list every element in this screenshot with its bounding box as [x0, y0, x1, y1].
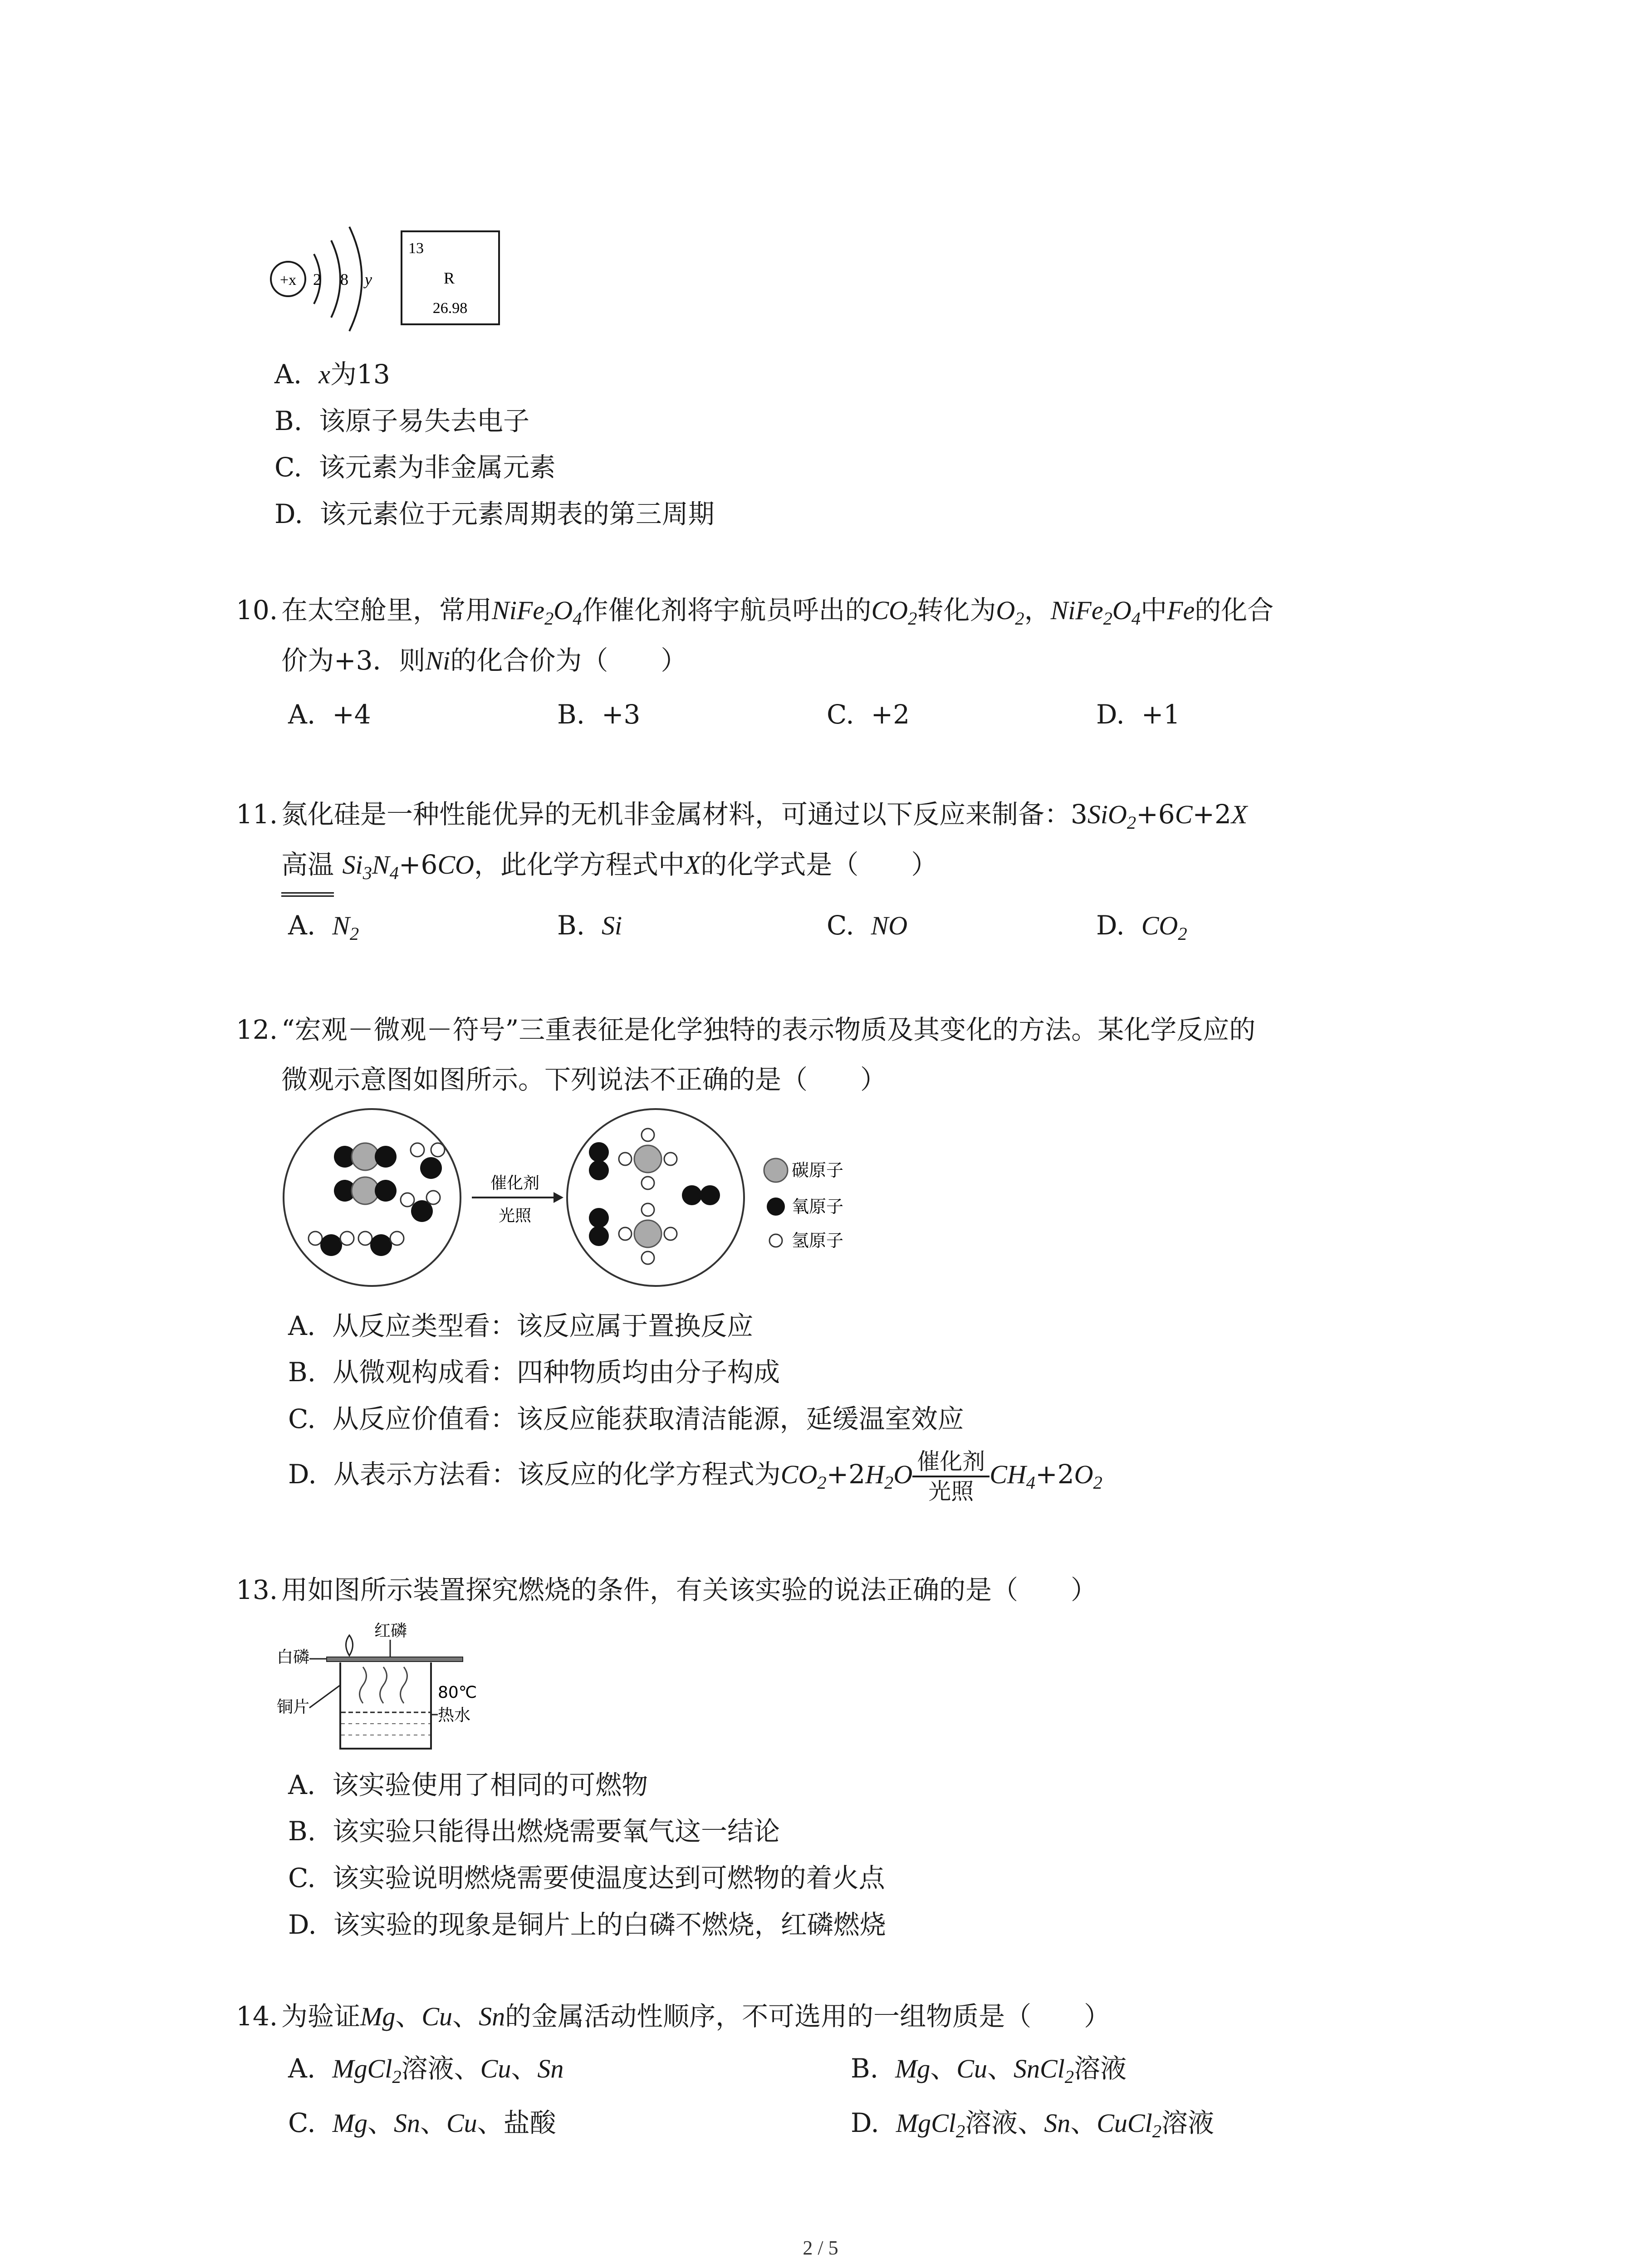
label-temperature: 80℃	[438, 1683, 477, 1702]
q14-option-a: A. MgCl$_2$溶液、Cu、Sn	[288, 2053, 564, 2087]
question-12	[236, 1005, 1461, 1105]
q13-option-c: C. 该实验说明燃烧需要使温度达到可燃物的着火点	[288, 1862, 885, 1893]
q11-option-d: D. $CO_2$	[1096, 910, 1187, 944]
beaker	[340, 1662, 431, 1749]
q11-stem-line-2: 高温 $Si_3N_4+6CO$，此化学方程式中X的化学式是（ ）	[236, 840, 1461, 894]
shell-count-2: 8	[340, 270, 348, 288]
label-copper: 铜片	[277, 1698, 310, 1716]
equation-condition: 催化剂 光照	[912, 1447, 989, 1505]
steam-1	[360, 1667, 367, 1703]
arrow-label-light: 光照	[498, 1207, 532, 1225]
question-13	[236, 1565, 1461, 1615]
q10-stem-line-2: 价为+3．则Ni的化合价为（ ）	[281, 645, 687, 676]
copper-plate	[327, 1657, 463, 1662]
legend	[764, 1158, 843, 1251]
co2-molecule-1	[334, 1143, 397, 1170]
q13-option-d: D. 该实验的现象是铜片上的白磷不燃烧，红磷燃烧	[288, 1909, 886, 1940]
page-number: 2 / 5	[803, 2237, 838, 2259]
q11-option-c: C. NO	[827, 910, 908, 941]
combustion-apparatus-figure	[277, 1617, 531, 1758]
q12-option-a: A. 从反应类型看：该反应属于置换反应	[288, 1310, 754, 1341]
h2o-molecule-1	[411, 1143, 445, 1179]
h2o-molecule-3	[309, 1232, 354, 1256]
q10-option-d: D. +1	[1096, 699, 1181, 730]
legend-oxygen-label: 氧原子	[792, 1197, 844, 1217]
h2o-molecule-4	[358, 1232, 404, 1256]
shell-count-1: 2	[313, 270, 321, 288]
legend-hydrogen-swatch	[769, 1234, 782, 1247]
shell-count-3: y	[365, 270, 372, 288]
q12-stem-line-2: 微观示意图如图所示。下列说法不正确的是（ ）	[281, 1064, 887, 1095]
q12-stem-line-1: 12. “宏观－微观－符号”三重表征是化学独特的表示物质及其变化的方法。某化学反应的	[236, 1014, 1256, 1045]
q9-option-d: D. 该元素位于元素周期表的第三周期	[274, 499, 715, 529]
q13-option-a: A. 该实验使用了相同的可燃物	[288, 1769, 648, 1800]
q11-stem-line-1: 11. 氮化硅是一种性能优异的无机非金属材料，可通过以下反应来制备：3SiO$_2$+6C+2X	[236, 799, 1248, 833]
shell-arc-3	[349, 227, 362, 331]
q12-option-d: D. 从表示方法看：该反应的化学方程式为$CO_2+2H_2O$ 催化剂 光照 $CH_4+2O_2$	[288, 1448, 1102, 1505]
legend-carbon-label: 碳原子	[792, 1160, 844, 1180]
label-red-phosphorus: 红磷	[374, 1622, 407, 1640]
pointer-copper	[309, 1685, 340, 1708]
question-11	[236, 789, 1461, 894]
q10-option-c: C. +2	[827, 699, 910, 730]
shell-arc-2	[331, 240, 340, 318]
q9-option-b: B. 该原子易失去电子	[274, 406, 529, 436]
q9-option-c: C. 该元素为非金属元素	[274, 452, 556, 483]
question-10	[236, 585, 1461, 686]
nucleus-charge: +x	[279, 272, 297, 288]
q10-option-a: A. +4	[288, 699, 371, 730]
label-white-phosphorus: 白磷	[277, 1648, 310, 1667]
q12-option-b: B. 从微观构成看：四种物质均由分子构成	[288, 1357, 780, 1388]
legend-oxygen-swatch	[767, 1198, 785, 1216]
q14-stem-line-1: 14. 为验证Mg、Cu、Sn的金属活动性顺序，不可选用的一组物质是（ ）	[236, 2001, 1111, 2032]
o2-molecule-1	[589, 1142, 609, 1180]
atomic-number: 13	[408, 240, 424, 257]
micro-reaction-figure	[281, 1102, 907, 1293]
question-14	[236, 1991, 1461, 2042]
q12-option-c: C. 从反应价值看：该反应能获取清洁能源，延缓温室效应	[288, 1403, 964, 1434]
q11-option-a: A. $N_2$	[288, 910, 359, 944]
legend-hydrogen-label: 氢原子	[792, 1231, 844, 1251]
legend-carbon-swatch	[764, 1158, 788, 1182]
reaction-arrow-head	[554, 1192, 563, 1203]
atom-structure-figure	[263, 218, 517, 336]
arrow-label-catalyst: 催化剂	[490, 1174, 540, 1193]
steam-2	[380, 1667, 387, 1703]
co2-molecule-2	[334, 1177, 397, 1204]
steam-3	[401, 1667, 407, 1703]
ch4-molecule-2	[619, 1203, 677, 1264]
h2o-molecule-2	[401, 1191, 440, 1222]
ch4-molecule-1	[619, 1129, 677, 1189]
q14-option-d: D. MgCl$_2$溶液、Sn、CuCl$_2$溶液	[851, 2107, 1215, 2142]
label-hot-water: 热水	[438, 1706, 471, 1725]
q13-stem-line-1: 13. 用如图所示装置探究燃烧的条件，有关该实验的说法正确的是（ ）	[236, 1574, 1097, 1605]
element-symbol: R	[443, 269, 455, 287]
q14-option-b: B. Mg、Cu、SnCl$_2$溶液	[851, 2053, 1127, 2087]
q14-option-c: C. Mg、Sn、Cu、盐酸	[288, 2107, 556, 2138]
q9-option-a: A. x为13	[274, 359, 390, 390]
q10-stem-line-1: 10. 在太空舱里，常用$NiFe_2O_4$作催化剂将宇航员呼出的$CO_2$转化为$O_2$，$NiFe_2O_4$中Fe的化合	[236, 595, 1274, 629]
o2-molecule-3	[682, 1185, 720, 1205]
o2-molecule-2	[589, 1208, 609, 1246]
q11-option-b: B. Si	[557, 910, 622, 941]
atomic-mass: 26.98	[432, 300, 468, 317]
reaction-condition: 高温	[281, 840, 334, 894]
flame-icon	[346, 1635, 353, 1656]
q13-option-b: B. 该实验只能得出燃烧需要氧气这一结论	[288, 1816, 780, 1847]
q10-option-b: B. +3	[557, 699, 641, 730]
